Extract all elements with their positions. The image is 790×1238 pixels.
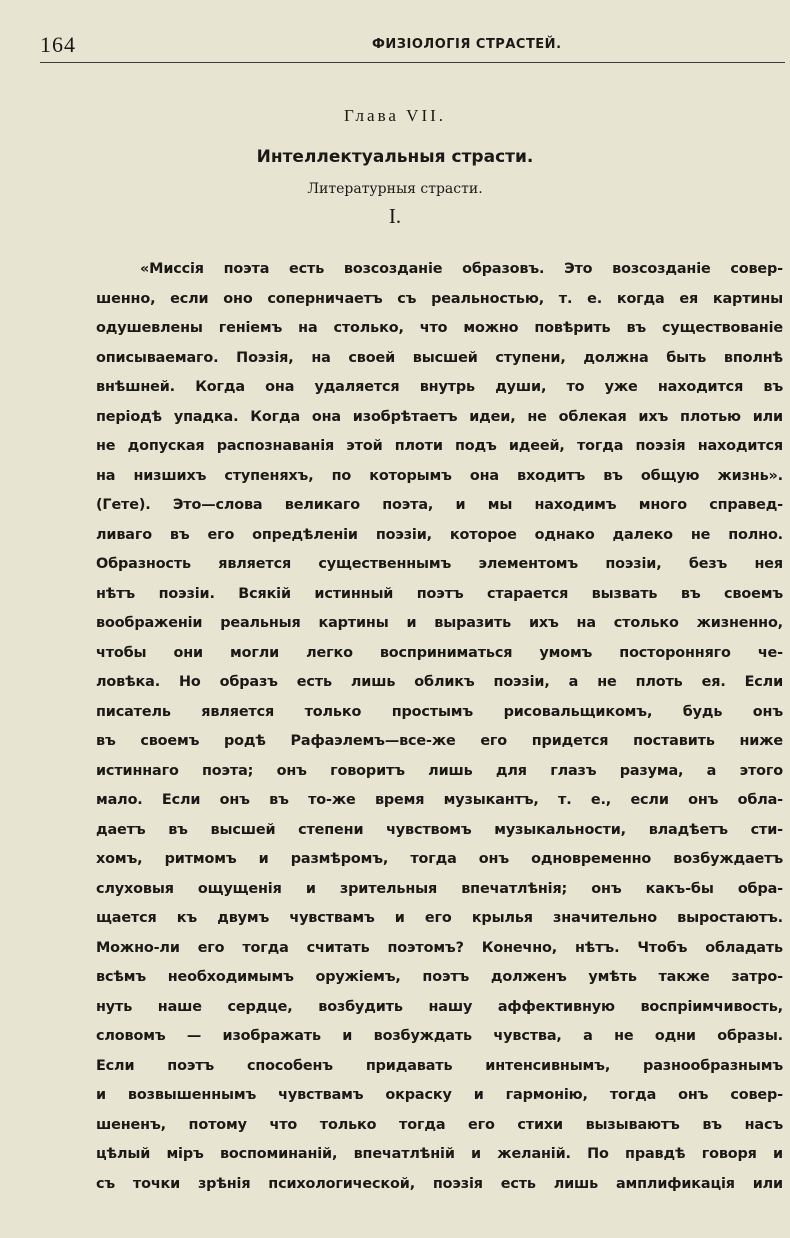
text-line: ливаго въ его опредѣленіи поэзіи, которое однако далеко не полно. [96,526,783,543]
running-title: ФИЗІОЛОГІЯ СТРАСТЕЙ. [372,37,562,52]
body-text [96,255,783,1199]
text-line: описываемаго. Поэзія, на своей высшей ступени, должна быть вполнѣ [96,349,783,366]
text-line: слуховыя ощущенія и зрительныя впечатлѣнія; онъ какъ-бы обра- [96,880,783,897]
text-line: мало. Если онъ въ то-же время музыкантъ, т. е., если онъ обла- [96,792,783,808]
section-number: I. [388,204,402,228]
text-line: хомъ, ритмомъ и размѣромъ, тогда онъ одновременно возбуждаетъ [96,851,783,867]
text-line: съ точки зрѣнія психологической, поэзія есть лишь амплификація или [96,1175,783,1192]
text-line: въ своемъ родѣ Рафаэлемъ—все-же его придется поставить ниже [96,733,783,749]
text-line: даетъ въ высшей степени чувствомъ музыкальности, владѣетъ сти- [96,821,783,838]
text-line: нуть наше сердце, возбудить нашу аффективную воспріимчивость, [96,998,783,1015]
text-line: словомъ — изображать и возбуждать чувства, а не одни образы. [96,1028,783,1044]
text-line: Образность является существеннымъ элементомъ поэзіи, безъ нея [96,556,783,572]
text-line: шененъ, потому что только тогда его стихи вызываютъ въ насъ [96,1116,783,1133]
text-line: нѣтъ поэзіи. Всякій истинный поэтъ старается вызвать въ своемъ [96,585,783,602]
text-line: чтобы они могли легко восприниматься умомъ посторонняго че- [96,644,783,661]
text-line: не допуская распознаванія этой плоти подъ идеей, тогда поэзія находится [96,438,783,454]
text-line: одушевлены геніемъ на столько, что можно повѣрить въ существованіе [96,320,783,336]
text-line: писатель является только простымъ рисовальщикомъ, будь онъ [96,703,783,720]
text-line: шенно, если оно соперничаетъ съ реальностью, т. е. когда ея картины [96,290,783,307]
chapter-heading: Интеллектуальныя страсти. [256,147,534,167]
chapter-subheading: Литературныя страсти. [307,181,483,197]
text-line: воображеніи реальныя картины и выразить ихъ на столько жизненно, [96,615,783,631]
running-header [40,28,785,63]
text-line: (Гете). Это—слова великаго поэта, и мы находимъ много справед- [96,497,783,513]
text-line: «Миссія поэта есть возсозданіе образовъ. Это возсозданіе совер- [140,261,783,277]
text-line: Можно-ли его тогда считать поэтомъ? Конечно, нѣтъ. Чтобъ обладать [96,939,783,956]
text-line: внѣшней. Когда она удаляется внутрь души, то уже находится въ [96,379,783,395]
text-line: истиннаго поэта; онъ говоритъ лишь для глазъ разума, а этого [96,762,783,779]
text-line: періодѣ упадка. Когда она изобрѣтаетъ идеи, не облекая ихъ плотью или [96,408,783,425]
text-line: щается къ двумъ чувствамъ и его крылья значительно выростаютъ. [96,910,783,926]
chapter-title: Глава VII. [343,106,447,125]
text-line: ловѣка. Но образъ есть лишь обликъ поэзіи, а не плоть ея. Если [96,674,783,690]
page-number: 164 [40,32,76,57]
text-line: цѣлый міръ воспоминаній, впечатлѣній и желаній. По правдѣ говоря и [96,1146,783,1162]
text-line: и возвышеннымъ чувствамъ окраску и гармонію, тогда онъ совер- [96,1087,783,1103]
text-line: на низшихъ ступеняхъ, по которымъ она входитъ въ общую жизнь». [96,467,783,484]
text-line: всѣмъ необходимымъ оружіемъ, поэтъ долженъ умѣть также затро- [96,969,783,985]
text-line: Если поэтъ способенъ придавать интенсивнымъ, разнообразнымъ [96,1057,783,1074]
